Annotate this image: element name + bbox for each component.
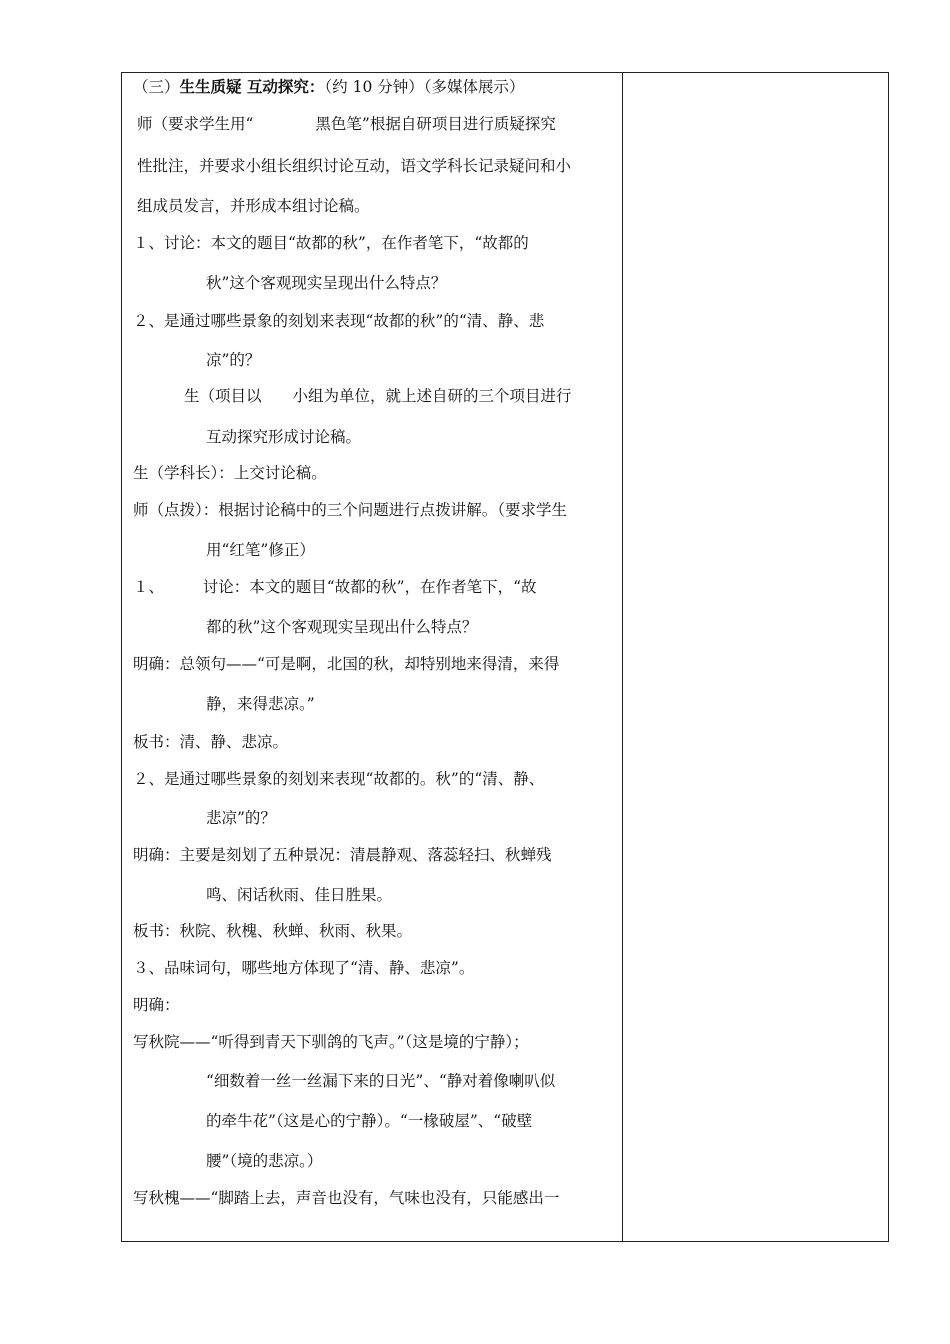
text-line: 明确：总领句——“可是啊，北国的秋，却特别地来得清，来得 [133, 655, 560, 673]
heading-prefix: （三） [133, 78, 180, 96]
text-line: 秋”这个客观现实呈现出什么特点？ [206, 274, 447, 292]
text-line: 的牵牛花”（这是心的宁静）。“一椽破屋”、“破壁 [206, 1112, 533, 1130]
text-line: １、 讨论：本文的题目“故都的秋”，在作者笔下，“故 [133, 578, 537, 596]
text-line: 互动探究形成讨论稿。 [206, 428, 362, 446]
text-line: ２、是通过哪些景象的刻划来表现“故都的秋”的“清、静、悲 [133, 312, 545, 330]
text-line: 静，来得悲凉。” [206, 695, 315, 713]
text-line: 用“红笔”修正） [206, 541, 315, 559]
heading-suffix: （约 10 分钟）（多媒体展示） [324, 78, 525, 96]
text-line: “细数着一丝一丝漏下来的日光”、“静对着像喇叭似 [206, 1072, 556, 1090]
text-line: 师（要求学生用“ 黑色笔”根据自研项目进行质疑探究 [137, 115, 556, 133]
text-line: 腰”（境的悲凉。） [206, 1152, 323, 1170]
text-line: 写秋槐——“脚踏上去，声音也没有，气味也没有，只能感出一 [133, 1189, 560, 1207]
column-divider [622, 73, 623, 1241]
text-line: 都的秋”这个客观现实呈现出什么特点？ [206, 618, 478, 636]
text-line: ２、是通过哪些景象的刻划来表现“故都的。秋”的“清、静、 [133, 770, 545, 788]
text-line: 悲凉”的？ [206, 809, 276, 827]
section-heading [133, 77, 525, 97]
text-line: １、讨论：本文的题目“故都的秋”，在作者笔下，“故都的 [133, 234, 529, 252]
text-line: ３、品味词句，哪些地方体现了“清、静、悲凉”。 [133, 959, 475, 977]
text-line: 生（项目以 小组为单位，就上述自研的三个项目进行 [184, 387, 572, 405]
text-line: 鸣、闲话秋雨、佳日胜果。 [206, 886, 393, 904]
text-line: 组成员发言，并形成本组讨论稿。 [137, 197, 370, 215]
text-line: 师（点拨）：根据讨论稿中的三个问题进行点拨讲解。（要求学生 [133, 501, 568, 519]
text-line: 凉”的？ [206, 351, 261, 369]
text-line: 板书：清、静、悲凉。 [133, 733, 289, 751]
text-line: 板书：秋院、秋槐、秋蝉、秋雨、秋果。 [133, 922, 413, 940]
heading-bold: 生生质疑 互动探究： [179, 77, 325, 96]
text-line: 生（学科长）：上交讨论稿。 [133, 464, 327, 482]
text-line: 明确： [133, 996, 180, 1014]
text-line: 写秋院——“听得到青天下驯鸽的飞声。”（这是境的宁静）； [133, 1033, 529, 1051]
text-line: 性批注，并要求小组长组织讨论互动，语文学科长记录疑问和小 [137, 157, 572, 175]
text-line: 明确：主要是刻划了五种景况：清晨静观、落蕊轻扫、秋蝉残 [133, 846, 552, 864]
